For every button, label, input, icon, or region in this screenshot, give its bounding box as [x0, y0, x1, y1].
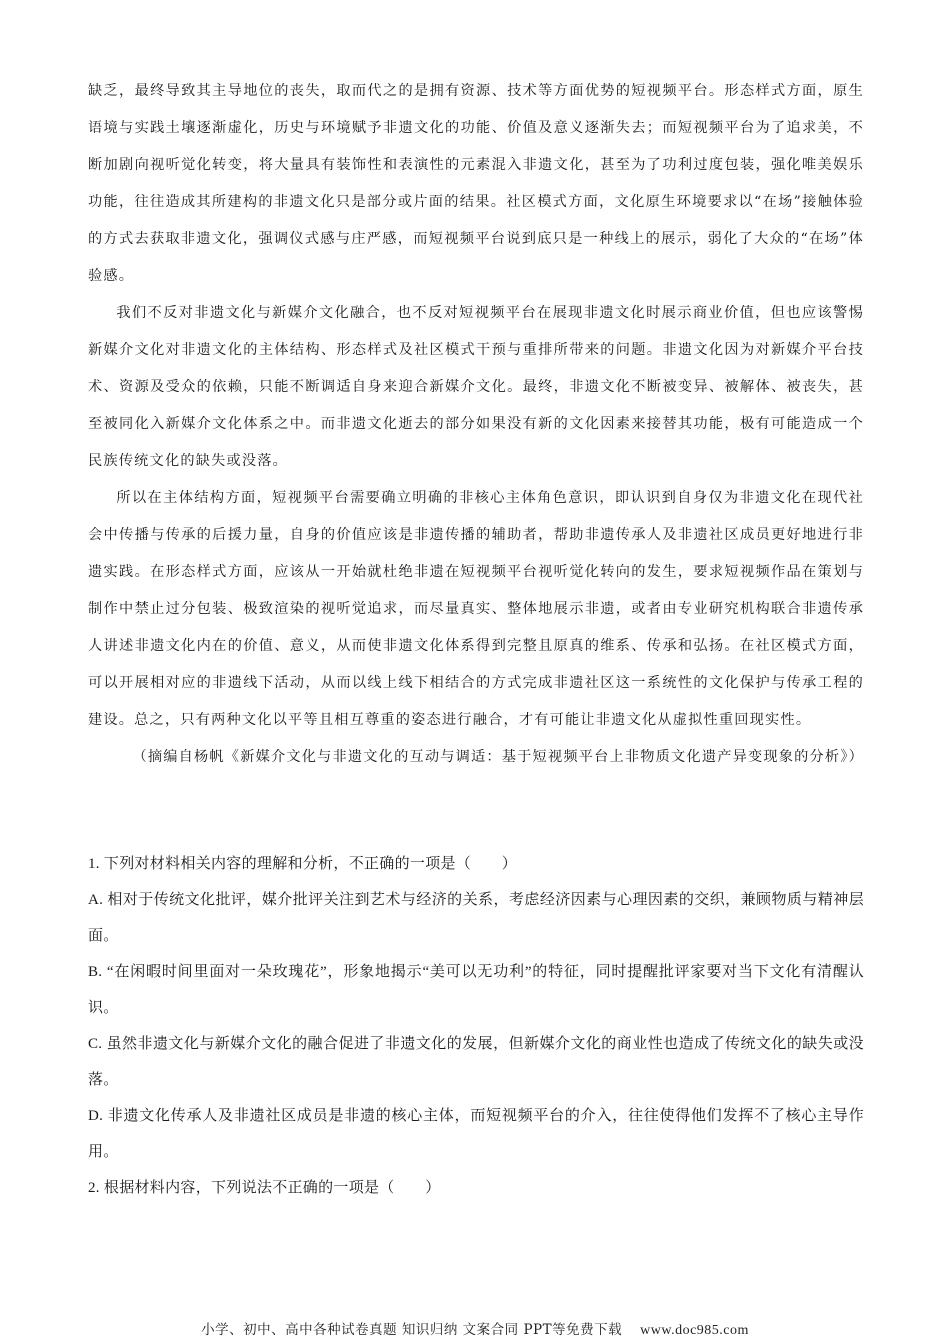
page-footer — [0, 1318, 950, 1339]
question-2-stem: 2. 根据材料内容，下列说法不正确的一项是（ ） — [88, 1180, 441, 1196]
passage-paragraph-1: 缺乏，最终导致其主导地位的丧失，取而代之的是拥有资源、技术等方面优势的短视频平台。形态样式方面，原生语境与实践土壤逐渐虚化，历史与环境赋予非遗文化的功能、价值及意义逐渐失去；而短视频平台为了追求美，不断加剧向视听觉化转变，将大量具有装饰性和表演性的元素混入非遗文化，甚至为了功利过度包装，强化唯美娱乐功能，往往造成其所建构的非遗文化只是部分或片面的结果。社区模式方面，文化原生环境要求以“在场”接触体验的方式去获取非遗文化，强调仪式感与庄严感，而短视频平台说到底只是一种线上的展示，弱化了大众的“在场”体验感。 — [88, 83, 864, 284]
footer-slogan: 小学、初中、高中各种试卷真题 知识归纳 文案合同 PPT等免费下载 — [201, 1322, 623, 1338]
passage-paragraph-3: 所以在主体结构方面，短视频平台需要确立明确的非核心主体角色意识，即认识到自身仅为非遗文化在现代社会中传播与传承的后援力量，自身的价值应该是非遗传播的辅助者，帮助非遗传承人及非遗社区成员更好地进行非遗实践。在形态样式方面，应该从一开始就杜绝非遗在短视频平台视听觉化转向的发生，要求短视频作品在策划与制作中禁止过分包装、极致渲染的视听觉追求，而尽量真实、整体地展示非遗，或者由专业研究机构联合非遗传承人讲述非遗文化内在的价值、意义，从而使非遗文化体系得到完整且原真的维系、传承和弘扬。在社区模式方面，可以开展相对应的非遗线下活动，从而以线上线下相结合的方式完成非遗社区这一系统性的文化保护与传承工程的建设。总之，只有两种文化以平等且相互尊重的姿态进行融合，才有可能让非遗文化从虚拟性重回现实性。 — [88, 490, 864, 728]
question-1-option-b: B. “在闲暇时间里面对一朵玫瑰花”，形象地揭示“美可以无功利”的特征，同时提醒批评家要对当下文化有清醒认识。 — [88, 964, 864, 1016]
question-1-stem: 1. 下列对材料相关内容的理解和分析，不正确的一项是（ ） — [88, 856, 518, 872]
passage-paragraph-2: 我们不反对非遗文化与新媒介文化融合，也不反对短视频平台在展现非遗文化时展示商业价值，但也应该警惕新媒介文化对非遗文化的主体结构、形态样式及社区模式干预与重排所带来的问题。非遗文化因为对新媒介平台技术、资源及受众的依赖，只能不断调适自身来迎合新媒介文化。最终，非遗文化不断被变异、被解体、被丧失，甚至被同化入新媒介文化体系之中。而非遗文化逝去的部分如果没有新的文化因素来接替其功能，极有可能造成一个民族传统文化的缺失或没落。 — [88, 305, 864, 469]
question-1-option-c: C. 虽然非遗文化与新媒介文化的融合促进了非遗文化的发展，但新媒介文化的商业性也造成了传统文化的缺失或没落。 — [88, 1036, 864, 1088]
footer-site-link[interactable]: www.doc985.com — [640, 1323, 749, 1338]
passage-text — [88, 73, 864, 776]
source-citation: （摘编自杨帆《新媒介文化与非遗文化的互动与调适：基于短视频平台上非物质文化遗产异变现象的分析》） — [132, 749, 864, 765]
question-1-option-d: D. 非遗文化传承人及非遗社区成员是非遗的核心主体，而短视频平台的介入，往往使得他们发挥不了核心主导作用。 — [88, 1108, 864, 1160]
question-1-option-a: A. 相对于传统文化批评，媒介批评关注到艺术与经济的关系，考虑经济因素与心理因素的交织，兼顾物质与精神层面。 — [88, 892, 864, 944]
question-section — [88, 846, 864, 1206]
